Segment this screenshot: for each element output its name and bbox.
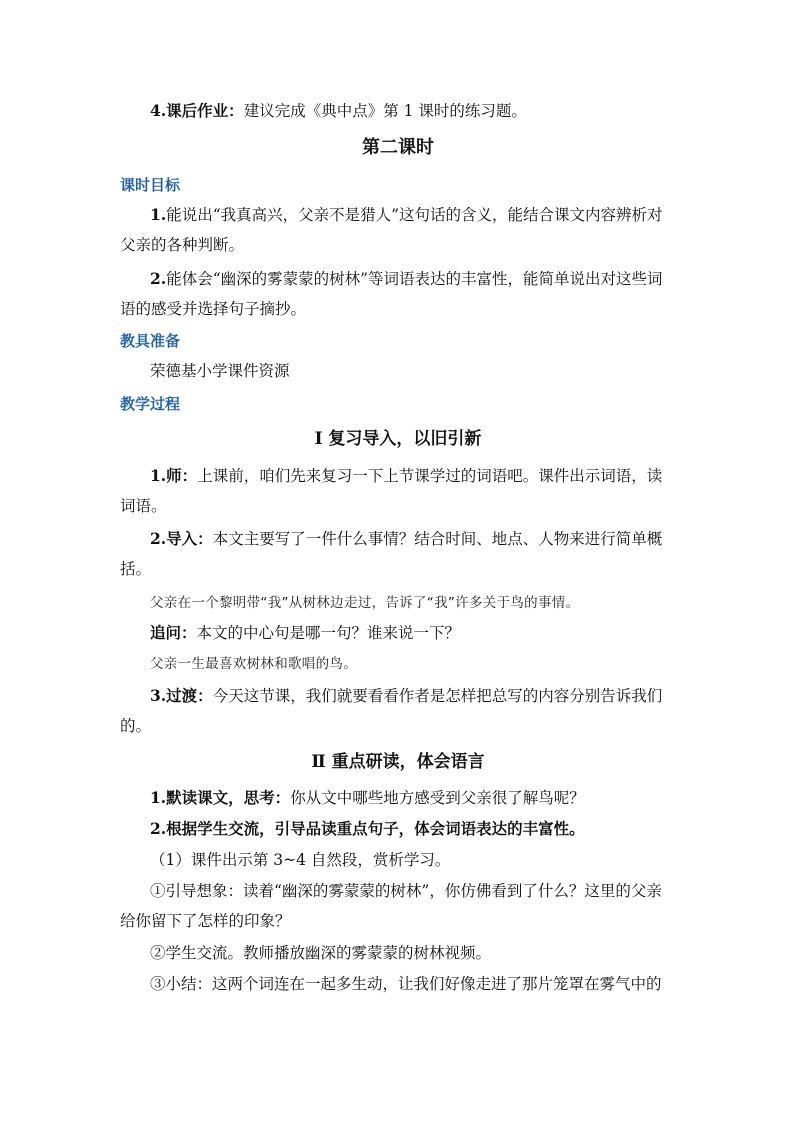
prep-heading: 教具准备 xyxy=(120,332,181,350)
part2-item-2: 2.根据学生交流，引导品读重点句子，体会词语表达的丰富性。 xyxy=(150,819,585,838)
part2-step-1: ①引导想象：读着“幽深的雾蒙蒙的树林”，你仿佛看到了什么？这里的父亲给你留下了怎样的印象？ xyxy=(120,882,662,930)
prep-text: 荣德基小学课件资源 xyxy=(150,362,290,380)
goal-1-number: 1. xyxy=(150,205,167,224)
goal-2-number: 2. xyxy=(150,269,167,288)
homework-text: 建议完成《典中点》第 1 课时的练习题。 xyxy=(243,102,527,120)
part2-step-2: ②学生交流。教师播放幽深的雾蒙蒙的树林视频。 xyxy=(150,944,492,962)
handwritten-answer-1: 父亲在一个黎明带“我”从树林边走过，告诉了“我”许多关于鸟的事情。 xyxy=(150,595,580,611)
handwritten-answer-2: 父亲一生最喜欢树林和歌唱的鸟。 xyxy=(150,656,357,672)
goal-1-text: 能说出“我真高兴，父亲不是猎人”这句话的含义，能结合课文内容辨析对父亲的各种判断。 xyxy=(120,206,663,254)
process-heading: 教学过程 xyxy=(120,395,181,413)
followup-label: 追问： xyxy=(150,623,197,642)
part1-item-3-label: 3.过渡： xyxy=(150,686,213,705)
followup-question xyxy=(150,618,676,648)
part2-item-1-label: 1.默读课文，思考： xyxy=(150,788,291,807)
goal-item-2 xyxy=(120,264,676,324)
part2-step-3: ③小结：这两个词连在一起多生动，让我们好像走进了那片笼罩在雾气中的 xyxy=(150,975,662,993)
part2-title: Ⅱ 重点研读，体会语言 xyxy=(311,752,485,772)
homework-item xyxy=(150,96,676,126)
goal-2-text: 能体会“幽深的雾蒙蒙的树林”等词语表达的丰富性，能简单说出对这些词语的感受并选择句子摘抄。 xyxy=(120,270,663,318)
part1-item-1-text: 上课前，咱们先来复习一下上节课学过的词语吧。课件出示词语，读词语。 xyxy=(120,467,663,515)
part1-item-2-text: 本文主要写了一件什么事情？结合时间、地点、人物来进行简单概括。 xyxy=(120,530,663,578)
part1-item-1 xyxy=(120,461,676,521)
homework-label: 4.课后作业： xyxy=(150,101,244,120)
part1-item-2 xyxy=(120,524,676,584)
part1-item-1-label: 1.师： xyxy=(150,466,198,485)
goals-heading: 课时目标 xyxy=(120,176,181,194)
lesson-title: 第二课时 xyxy=(362,137,434,158)
part2-item-1 xyxy=(150,783,676,813)
part1-item-3 xyxy=(120,681,676,741)
goal-item-1 xyxy=(120,200,676,260)
part2-item-1-text: 你从文中哪些地方感受到父亲很了解鸟呢？ xyxy=(290,789,585,807)
part1-title: Ⅰ 复习导入，以旧引新 xyxy=(314,429,482,449)
part1-item-2-label: 2.导入： xyxy=(150,529,213,548)
followup-text: 本文的中心句是哪一句？谁来说一下？ xyxy=(196,624,461,642)
part1-item-3-text: 今天这节课，我们就要看看作者是怎样把总写的内容分别告诉我们的。 xyxy=(120,687,663,735)
part2-sub-1: （1）课件出示第 3~4 自然段，赏析学习。 xyxy=(150,851,451,869)
